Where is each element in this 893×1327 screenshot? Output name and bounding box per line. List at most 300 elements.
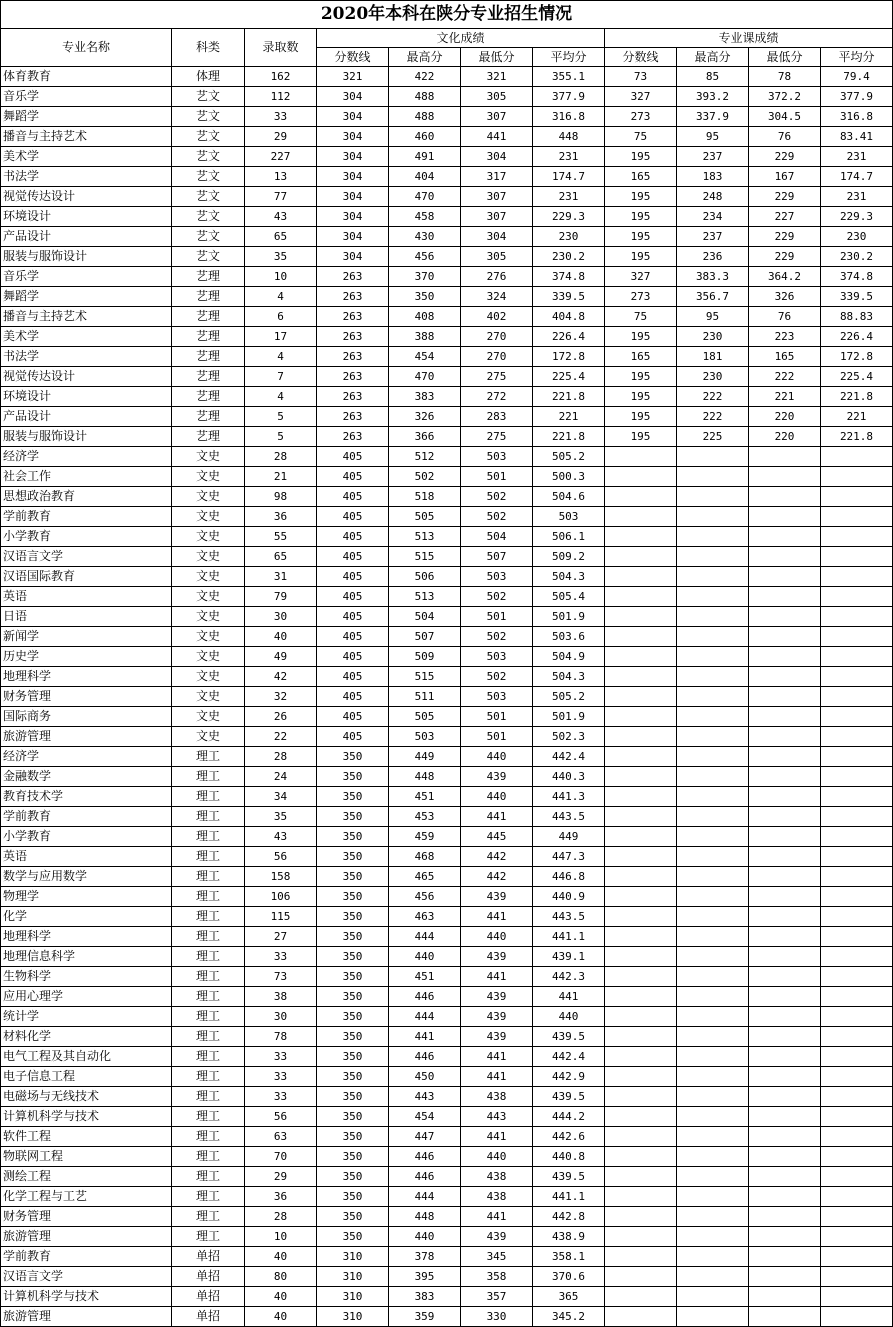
major-cutoff-cell [605,747,677,767]
major-name-cell: 旅游管理 [1,1307,172,1327]
culture-min-cell: 438 [461,1187,533,1207]
major-name-cell: 视觉传达设计 [1,367,172,387]
culture-max-cell: 440 [389,1227,461,1247]
major-max-cell [677,927,749,947]
category-cell: 文史 [172,667,245,687]
major-max-cell [677,687,749,707]
table-row [1,367,893,387]
major-name-cell: 服装与服饰设计 [1,427,172,447]
culture-max-cell: 456 [389,247,461,267]
category-cell: 理工 [172,747,245,767]
major-name-cell: 体育教育 [1,67,172,87]
major-min-cell: 227 [749,207,821,227]
table-body [1,67,893,1327]
culture-cutoff-cell: 350 [317,1167,389,1187]
major-name-cell: 金融数学 [1,767,172,787]
major-min-cell [749,487,821,507]
table-row [1,987,893,1007]
culture-min-cell: 330 [461,1307,533,1327]
admitted-cell: 32 [245,687,317,707]
category-cell: 文史 [172,727,245,747]
major-name-cell: 舞蹈学 [1,107,172,127]
culture-avg-cell: 221 [533,407,605,427]
culture-max-cell: 444 [389,1187,461,1207]
major-avg-cell [821,707,893,727]
culture-avg-cell: 439.5 [533,1087,605,1107]
admitted-cell: 43 [245,207,317,227]
culture-cutoff-cell: 263 [317,387,389,407]
admitted-cell: 28 [245,1207,317,1227]
category-cell: 理工 [172,907,245,927]
culture-min-cell: 442 [461,847,533,867]
culture-min-cell: 501 [461,727,533,747]
culture-cutoff-cell: 304 [317,187,389,207]
major-min-cell [749,1027,821,1047]
major-max-cell [677,1027,749,1047]
major-max-cell [677,447,749,467]
major-cutoff-cell: 75 [605,307,677,327]
table-row [1,1047,893,1067]
header-major-avg: 平均分 [821,48,893,67]
culture-min-cell: 503 [461,447,533,467]
culture-min-cell: 501 [461,467,533,487]
major-max-cell [677,1227,749,1247]
admitted-cell: 5 [245,427,317,447]
major-min-cell [749,1187,821,1207]
category-cell: 理工 [172,1167,245,1187]
admitted-cell: 49 [245,647,317,667]
major-avg-cell: 229.3 [821,207,893,227]
major-name-cell: 音乐学 [1,267,172,287]
major-min-cell [749,1007,821,1027]
major-min-cell [749,607,821,627]
category-cell: 理工 [172,1027,245,1047]
major-name-cell: 英语 [1,847,172,867]
category-cell: 艺理 [172,407,245,427]
major-max-cell [677,1047,749,1067]
major-avg-cell [821,947,893,967]
table-row [1,787,893,807]
culture-avg-cell: 438.9 [533,1227,605,1247]
admitted-cell: 22 [245,727,317,747]
major-min-cell [749,927,821,947]
admitted-cell: 112 [245,87,317,107]
major-min-cell [749,1127,821,1147]
culture-cutoff-cell: 350 [317,907,389,927]
table-row [1,387,893,407]
major-name-cell: 地理科学 [1,927,172,947]
culture-max-cell: 506 [389,567,461,587]
culture-avg-cell: 439.1 [533,947,605,967]
table-row [1,1147,893,1167]
culture-cutoff-cell: 405 [317,687,389,707]
category-cell: 文史 [172,607,245,627]
major-name-cell: 思想政治教育 [1,487,172,507]
major-name-cell: 计算机科学与技术 [1,1107,172,1127]
table-row [1,967,893,987]
major-avg-cell [821,727,893,747]
culture-min-cell: 503 [461,687,533,707]
culture-min-cell: 501 [461,707,533,727]
culture-cutoff-cell: 350 [317,1047,389,1067]
culture-avg-cell: 345.2 [533,1307,605,1327]
category-cell: 理工 [172,847,245,867]
table-row [1,767,893,787]
major-name-cell: 财务管理 [1,1207,172,1227]
category-cell: 理工 [172,1087,245,1107]
major-avg-cell [821,1187,893,1207]
table-row [1,1227,893,1247]
major-name-cell: 播音与主持艺术 [1,307,172,327]
culture-max-cell: 491 [389,147,461,167]
admitted-cell: 30 [245,1007,317,1027]
culture-avg-cell: 440.3 [533,767,605,787]
culture-min-cell: 439 [461,987,533,1007]
category-cell: 文史 [172,447,245,467]
culture-cutoff-cell: 350 [317,1007,389,1027]
culture-max-cell: 446 [389,1147,461,1167]
major-avg-cell [821,867,893,887]
culture-cutoff-cell: 405 [317,627,389,647]
admitted-cell: 55 [245,527,317,547]
major-cutoff-cell [605,467,677,487]
admitted-cell: 34 [245,787,317,807]
major-cutoff-cell [605,447,677,467]
category-cell: 文史 [172,507,245,527]
header-culture-group: 文化成绩 [317,29,605,48]
culture-max-cell: 509 [389,647,461,667]
culture-avg-cell: 339.5 [533,287,605,307]
major-min-cell: 304.5 [749,107,821,127]
culture-cutoff-cell: 350 [317,1227,389,1247]
major-min-cell [749,867,821,887]
major-cutoff-cell [605,927,677,947]
major-min-cell: 229 [749,227,821,247]
header-major-max: 最高分 [677,48,749,67]
major-cutoff-cell [605,1287,677,1307]
table-row [1,1247,893,1267]
culture-avg-cell: 501.9 [533,607,605,627]
category-cell: 艺文 [172,167,245,187]
culture-min-cell: 441 [461,1207,533,1227]
table-row [1,727,893,747]
culture-max-cell: 422 [389,67,461,87]
category-cell: 单招 [172,1307,245,1327]
culture-avg-cell: 443.5 [533,907,605,927]
major-cutoff-cell [605,807,677,827]
culture-min-cell: 307 [461,187,533,207]
major-max-cell: 95 [677,307,749,327]
major-cutoff-cell [605,547,677,567]
table-row [1,867,893,887]
culture-min-cell: 442 [461,867,533,887]
culture-avg-cell: 404.8 [533,307,605,327]
culture-cutoff-cell: 405 [317,567,389,587]
culture-min-cell: 439 [461,1007,533,1027]
major-avg-cell [821,687,893,707]
culture-cutoff-cell: 350 [317,887,389,907]
major-avg-cell: 225.4 [821,367,893,387]
culture-max-cell: 446 [389,1047,461,1067]
culture-max-cell: 395 [389,1267,461,1287]
admitted-cell: 115 [245,907,317,927]
culture-cutoff-cell: 304 [317,227,389,247]
major-cutoff-cell: 273 [605,287,677,307]
major-min-cell: 220 [749,407,821,427]
culture-max-cell: 447 [389,1127,461,1147]
major-max-cell [677,487,749,507]
major-avg-cell [821,887,893,907]
culture-cutoff-cell: 350 [317,1107,389,1127]
culture-cutoff-cell: 304 [317,207,389,227]
admitted-cell: 4 [245,347,317,367]
major-cutoff-cell [605,647,677,667]
category-cell: 文史 [172,467,245,487]
major-max-cell [677,1147,749,1167]
major-avg-cell [821,587,893,607]
major-name-cell: 电气工程及其自动化 [1,1047,172,1067]
culture-cutoff-cell: 304 [317,247,389,267]
table-row [1,947,893,967]
culture-max-cell: 459 [389,827,461,847]
major-min-cell [749,1207,821,1227]
major-cutoff-cell [605,1067,677,1087]
culture-cutoff-cell: 350 [317,1027,389,1047]
culture-max-cell: 440 [389,947,461,967]
table-row [1,527,893,547]
culture-avg-cell: 444.2 [533,1107,605,1127]
major-cutoff-cell [605,687,677,707]
culture-max-cell: 456 [389,887,461,907]
header-category: 科类 [172,29,245,67]
admitted-cell: 10 [245,1227,317,1247]
major-min-cell [749,947,821,967]
major-max-cell [677,1127,749,1147]
major-name-cell: 电子信息工程 [1,1067,172,1087]
category-cell: 理工 [172,827,245,847]
category-cell: 理工 [172,787,245,807]
major-avg-cell [821,1027,893,1047]
major-name-cell: 材料化学 [1,1027,172,1047]
culture-cutoff-cell: 405 [317,507,389,527]
major-min-cell [749,1287,821,1307]
admitted-cell: 5 [245,407,317,427]
major-max-cell: 225 [677,427,749,447]
culture-cutoff-cell: 350 [317,847,389,867]
category-cell: 理工 [172,927,245,947]
culture-min-cell: 441 [461,967,533,987]
culture-avg-cell: 358.1 [533,1247,605,1267]
major-min-cell [749,1267,821,1287]
major-name-cell: 播音与主持艺术 [1,127,172,147]
table-row [1,927,893,947]
major-name-cell: 旅游管理 [1,1227,172,1247]
table-row [1,87,893,107]
culture-min-cell: 501 [461,607,533,627]
major-name-cell: 电磁场与无线技术 [1,1087,172,1107]
culture-avg-cell: 442.4 [533,1047,605,1067]
category-cell: 理工 [172,1127,245,1147]
header-culture-cutoff: 分数线 [317,48,389,67]
major-max-cell [677,827,749,847]
table-row [1,167,893,187]
admitted-cell: 38 [245,987,317,1007]
major-cutoff-cell [605,1027,677,1047]
admitted-cell: 33 [245,1067,317,1087]
major-min-cell [749,667,821,687]
culture-cutoff-cell: 350 [317,747,389,767]
major-cutoff-cell [605,947,677,967]
major-cutoff-cell [605,867,677,887]
major-name-cell: 书法学 [1,347,172,367]
table-row [1,67,893,87]
major-avg-cell: 316.8 [821,107,893,127]
major-max-cell [677,1307,749,1327]
major-min-cell: 222 [749,367,821,387]
culture-cutoff-cell: 310 [317,1307,389,1327]
culture-min-cell: 283 [461,407,533,427]
major-max-cell [677,1187,749,1207]
culture-avg-cell: 355.1 [533,67,605,87]
major-min-cell [749,1067,821,1087]
culture-max-cell: 326 [389,407,461,427]
major-avg-cell [821,567,893,587]
major-min-cell: 223 [749,327,821,347]
culture-avg-cell: 509.2 [533,547,605,567]
culture-avg-cell: 377.9 [533,87,605,107]
major-max-cell [677,1267,749,1287]
major-max-cell: 95 [677,127,749,147]
category-cell: 艺理 [172,427,245,447]
culture-min-cell: 402 [461,307,533,327]
major-name-cell: 财务管理 [1,687,172,707]
culture-avg-cell: 441.3 [533,787,605,807]
major-max-cell [677,1067,749,1087]
culture-min-cell: 441 [461,907,533,927]
culture-avg-cell: 442.6 [533,1127,605,1147]
major-max-cell: 230 [677,367,749,387]
major-name-cell: 化学工程与工艺 [1,1187,172,1207]
major-max-cell [677,947,749,967]
major-avg-cell [821,1107,893,1127]
category-cell: 理工 [172,1187,245,1207]
major-avg-cell [821,547,893,567]
admitted-cell: 21 [245,467,317,487]
culture-avg-cell: 447.3 [533,847,605,867]
culture-avg-cell: 446.8 [533,867,605,887]
major-max-cell [677,547,749,567]
major-cutoff-cell: 195 [605,367,677,387]
major-avg-cell [821,1127,893,1147]
culture-min-cell: 443 [461,1107,533,1127]
major-min-cell [749,587,821,607]
major-cutoff-cell [605,827,677,847]
culture-min-cell: 439 [461,947,533,967]
admitted-cell: 4 [245,287,317,307]
culture-avg-cell: 504.9 [533,647,605,667]
major-name-cell: 社会工作 [1,467,172,487]
major-avg-cell: 230.2 [821,247,893,267]
major-avg-cell [821,487,893,507]
major-avg-cell: 226.4 [821,327,893,347]
culture-max-cell: 430 [389,227,461,247]
admitted-cell: 77 [245,187,317,207]
header-culture-min: 最低分 [461,48,533,67]
category-cell: 理工 [172,1007,245,1027]
major-name-cell: 环境设计 [1,387,172,407]
table-row [1,267,893,287]
culture-cutoff-cell: 304 [317,167,389,187]
category-cell: 艺理 [172,367,245,387]
category-cell: 文史 [172,547,245,567]
major-max-cell [677,867,749,887]
table-row [1,1287,893,1307]
admitted-cell: 30 [245,607,317,627]
major-avg-cell [821,1227,893,1247]
culture-cutoff-cell: 405 [317,527,389,547]
major-cutoff-cell [605,727,677,747]
culture-max-cell: 454 [389,1107,461,1127]
culture-cutoff-cell: 405 [317,707,389,727]
table-row [1,127,893,147]
table-row [1,587,893,607]
culture-max-cell: 366 [389,427,461,447]
table-row [1,707,893,727]
major-cutoff-cell: 195 [605,427,677,447]
admitted-cell: 162 [245,67,317,87]
culture-max-cell: 468 [389,847,461,867]
major-name-cell: 视觉传达设计 [1,187,172,207]
culture-cutoff-cell: 350 [317,807,389,827]
major-max-cell [677,907,749,927]
culture-cutoff-cell: 405 [317,727,389,747]
culture-cutoff-cell: 350 [317,787,389,807]
major-name-cell: 物理学 [1,887,172,907]
category-cell: 艺文 [172,247,245,267]
major-cutoff-cell [605,907,677,927]
major-name-cell: 英语 [1,587,172,607]
major-min-cell [749,907,821,927]
major-avg-cell [821,667,893,687]
culture-min-cell: 502 [461,627,533,647]
culture-avg-cell: 230.2 [533,247,605,267]
major-min-cell: 364.2 [749,267,821,287]
culture-min-cell: 439 [461,767,533,787]
major-max-cell: 183 [677,167,749,187]
table-row [1,227,893,247]
table-row [1,647,893,667]
table-row [1,447,893,467]
culture-max-cell: 444 [389,1007,461,1027]
culture-min-cell: 438 [461,1087,533,1107]
major-avg-cell: 377.9 [821,87,893,107]
admitted-cell: 78 [245,1027,317,1047]
admitted-cell: 31 [245,567,317,587]
major-name-cell: 学前教育 [1,807,172,827]
major-max-cell [677,887,749,907]
major-avg-cell [821,927,893,947]
major-max-cell [677,1087,749,1107]
category-cell: 艺理 [172,307,245,327]
category-cell: 文史 [172,527,245,547]
culture-max-cell: 504 [389,607,461,627]
category-cell: 文史 [172,487,245,507]
culture-max-cell: 515 [389,667,461,687]
major-name-cell: 小学教育 [1,827,172,847]
major-max-cell: 181 [677,347,749,367]
major-max-cell [677,567,749,587]
culture-avg-cell: 449 [533,827,605,847]
